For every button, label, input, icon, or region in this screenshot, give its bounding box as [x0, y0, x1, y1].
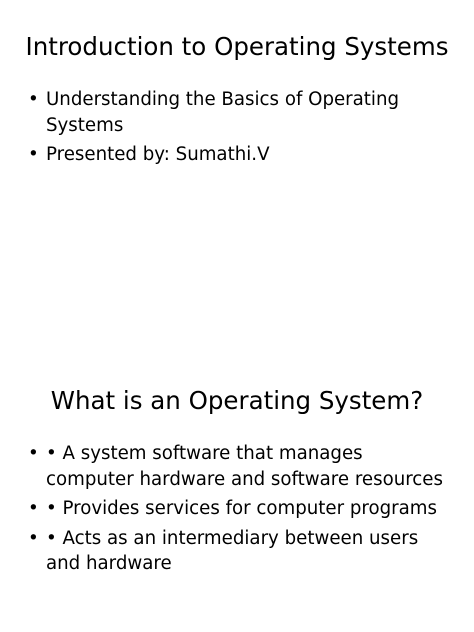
slide-what-is-os — [0, 316, 474, 632]
bullet-icon: • — [28, 527, 39, 549]
list-item-text: Understanding the Basics of Operating Systems — [46, 89, 400, 136]
list-item-text: • A system software that manages computer hardware and software resources — [46, 443, 443, 490]
list-item-text: • Provides services for computer programs — [46, 498, 437, 519]
list-item — [28, 526, 448, 577]
list-item-text: • Acts as an intermediary between users and hardware — [46, 527, 419, 574]
list-item — [28, 87, 448, 138]
bullet-icon: • — [28, 89, 39, 110]
list-item — [28, 142, 448, 168]
bullet-icon: • — [28, 443, 39, 464]
bullet-icon: • — [28, 144, 39, 165]
list-item — [28, 496, 448, 522]
list-item-text: Presented by: Sumathi.V — [46, 144, 270, 165]
slide-title: Introduction to Operating Systems — [25, 32, 449, 61]
bullet-icon: • — [28, 498, 39, 519]
list-item — [28, 441, 448, 492]
bullet-list — [28, 441, 448, 581]
bullet-list — [28, 87, 448, 172]
slide-title: What is an Operating System? — [50, 386, 424, 415]
